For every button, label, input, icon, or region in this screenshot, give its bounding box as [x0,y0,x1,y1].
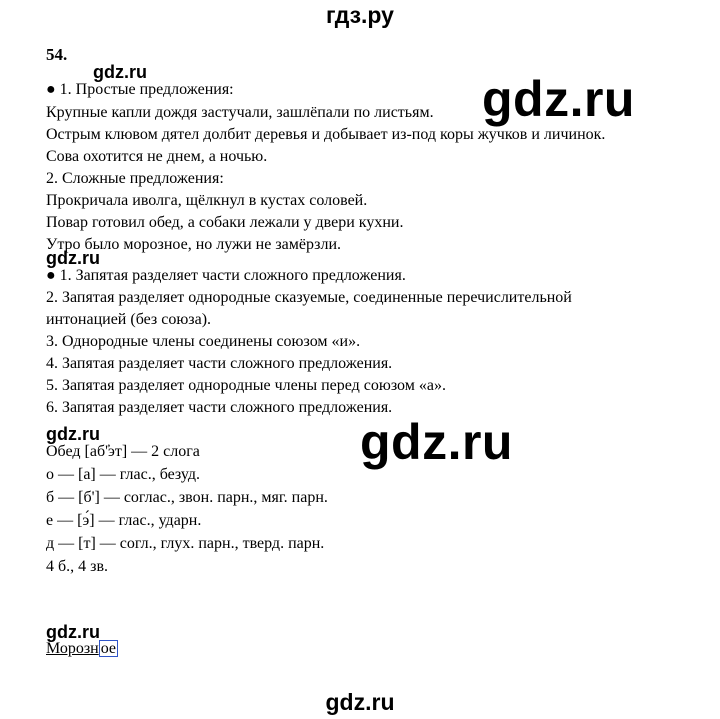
watermark-small-2: gdz.ru [46,248,100,268]
phonetic-line-d: д — [т] — согл., глух. парн., тверд. парн. [46,535,325,552]
morpheme-word [46,639,118,659]
exercise-number: 54. [46,45,68,64]
phonetic-line-b: б — [б'] — соглас., звон. парн., мяг. парн. [46,489,328,506]
morpheme-stem: Морозн [46,640,99,657]
comma-rule-6: 6. Запятая разделяет части сложного предложения. [46,399,393,416]
morpheme-ending: ое [100,640,117,657]
simple-sentence-3: Сова охотится не днем, а ночью. [46,148,268,165]
phonetic-word: Обед [аб'̕эт] — 2 слога [46,443,200,460]
simple-sentences-heading: ● 1. Простые предложения: [46,81,234,98]
phonetic-line-o: о — [а] — глас., безуд. [46,466,201,483]
complex-sentence-3: Утро было морозное, но лужи не замёрзли. [46,236,342,253]
comma-rule-5: 5. Запятая разделяет однородные члены перед союзом «а». [46,377,446,394]
complex-sentence-2: Повар готовил обед, а собаки лежали у двери кухни. [46,214,404,231]
comma-rule-1: ● 1. Запятая разделяет части сложного предложения. [46,267,406,284]
comma-rule-2-continued: интонацией (без союза). [46,311,212,328]
watermark-big-2: gdz.ru [360,414,513,470]
header-site-title: гдз.ру [326,2,394,28]
footer-site-title: gdz.ru [325,689,395,715]
complex-sentence-1: Прокричала иволга, щёлкнул в кустах соловей. [46,192,368,209]
comma-rule-2: 2. Запятая разделяет однородные сказуемые, соединенные перечислительной [46,289,572,306]
phonetic-line-e: е — [э́] — глас., ударн. [46,512,202,529]
comma-rule-4: 4. Запятая разделяет части сложного предложения. [46,355,393,372]
simple-sentence-2: Острым клювом дятел долбит деревья и добывает из-под коры жучков и личинок. [46,126,606,143]
watermark-small-4: gdz.ru [46,622,100,642]
comma-rule-3: 3. Однородные члены соединены союзом «и». [46,333,361,350]
phonetic-summary: 4 б., 4 зв. [46,558,109,575]
watermark-small-1: gdz.ru [93,62,147,82]
complex-sentences-heading: 2. Сложные предложения: [46,170,224,187]
watermark-big-1: gdz.ru [482,71,635,127]
watermark-small-3: gdz.ru [46,424,100,444]
simple-sentence-1: Крупные капли дождя застучали, зашлёпали по листьям. [46,104,434,121]
